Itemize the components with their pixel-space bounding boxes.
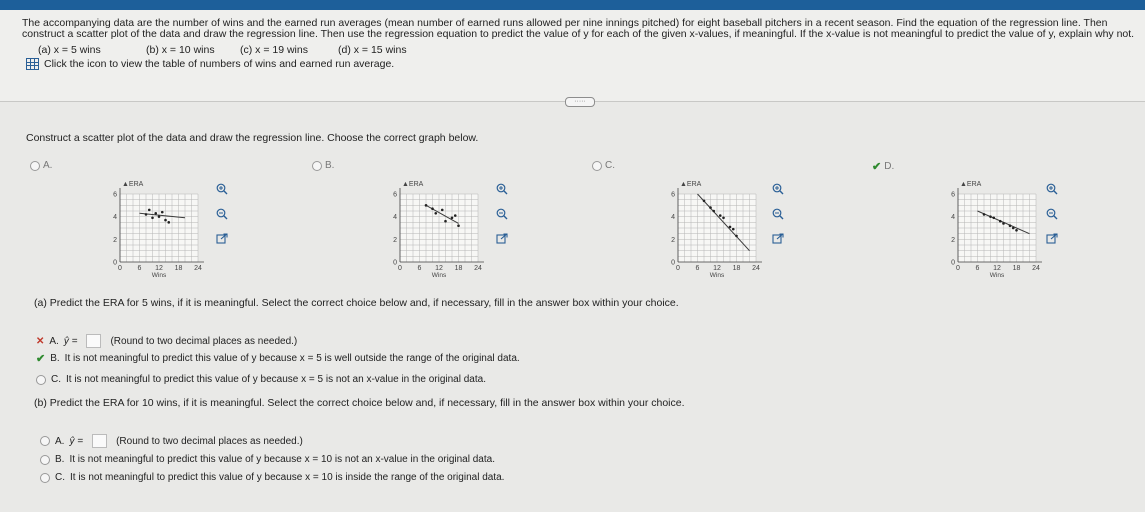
radio-a[interactable] [30, 161, 40, 171]
part-d-label: (d) x = 15 wins [338, 44, 407, 56]
data-point [454, 214, 457, 217]
x-tick-label: 24 [194, 265, 202, 272]
y-axis-label: ▲ERA [960, 181, 982, 188]
data-point [425, 204, 428, 207]
answer-box-a[interactable] [86, 334, 101, 348]
table-icon[interactable] [26, 58, 39, 70]
data-point [148, 209, 151, 212]
radio-part-a-c[interactable] [36, 375, 46, 385]
graph-option-d[interactable]: ✔ D. [872, 161, 895, 173]
part-b-choice-a[interactable]: A. ŷ = (Round to two decimal places as needed.) [40, 434, 303, 448]
popout-icon[interactable] [772, 232, 784, 244]
x-tick-label: 12 [155, 265, 163, 272]
radio-part-b-c[interactable] [40, 473, 50, 483]
y-tick-label: 6 [393, 191, 397, 199]
y-tick-label: 4 [113, 214, 117, 222]
data-point [167, 221, 170, 224]
graph-c[interactable] [666, 178, 816, 278]
y-tick-label: 6 [671, 191, 675, 199]
scatter-plot [946, 178, 1096, 278]
radio-part-b-b[interactable] [40, 455, 50, 465]
data-point [434, 212, 437, 215]
x-tick-label: 24 [474, 265, 482, 272]
data-point [154, 212, 157, 215]
graph-option-a[interactable]: A. [30, 160, 52, 171]
data-point [703, 200, 706, 203]
part-b-prompt: (b) Predict the ERA for 10 wins, if it is meaningful. Select the correct choice below and, if necessary, fill in the answer box within your choice. [34, 397, 685, 409]
y-tick-label: 4 [393, 214, 397, 222]
part-a-choice-a[interactable]: ✕ A. ŷ = (Round to two decimal places as needed.) [36, 335, 298, 347]
x-tick-label: 6 [695, 265, 700, 272]
correct-check-icon: ✔ [872, 161, 882, 173]
data-point [1002, 222, 1005, 225]
y-tick-label: 0 [113, 259, 117, 267]
zoom-in-icon[interactable] [496, 182, 508, 194]
x-tick-label: 0 [118, 265, 122, 272]
zoom-out-icon[interactable] [772, 207, 784, 219]
radio-c[interactable] [592, 161, 602, 171]
part-a-choice-c[interactable]: C. It is not meaningful to predict this value of y because x = 5 is not an x-value in the original data. [36, 374, 486, 385]
data-point [992, 217, 995, 220]
y-tick-label: 0 [671, 259, 675, 267]
radio-part-b-a[interactable] [40, 436, 50, 446]
x-tick-label: 0 [398, 265, 402, 272]
y-tick-label: 2 [113, 236, 117, 244]
expand-button[interactable]: ····· [565, 97, 595, 107]
radio-b[interactable] [312, 161, 322, 171]
data-point [161, 211, 164, 214]
data-point [983, 213, 986, 216]
part-a-label: (a) x = 5 wins [38, 44, 101, 56]
correct-star-icon: ✔ [36, 353, 46, 365]
graph-option-b[interactable]: B. [312, 160, 334, 171]
zoom-out-icon[interactable] [496, 207, 508, 219]
part-b-choice-b[interactable]: B. It is not meaningful to predict this value of y because x = 10 is not an x-value in the original data. [40, 454, 495, 465]
top-bar [0, 0, 1145, 10]
data-point [457, 224, 460, 227]
x-tick-label: 0 [676, 265, 680, 272]
x-tick-label: 12 [993, 265, 1001, 272]
part-b-choice-c[interactable]: C. It is not meaningful to predict this value of y because x = 10 is inside the range of the original data. [40, 472, 504, 483]
y-tick-label: 4 [951, 214, 955, 222]
data-point [151, 217, 154, 220]
zoom-in-icon[interactable] [1046, 182, 1058, 194]
y-tick-label: 2 [671, 236, 675, 244]
x-tick-label: 0 [956, 265, 960, 272]
data-point [722, 217, 725, 220]
x-axis-label: Wins [151, 272, 167, 278]
data-point [989, 215, 992, 218]
y-axis-label: ▲ERA [122, 181, 144, 188]
graph-a[interactable] [108, 178, 258, 278]
answer-box-b[interactable] [92, 434, 107, 448]
table-link-text: Click the icon to view the table of numbers of wins and earned run average. [44, 58, 395, 70]
x-axis-label: Wins [431, 272, 447, 278]
data-point [735, 235, 738, 238]
data-point [732, 228, 735, 231]
x-tick-label: 18 [732, 265, 741, 272]
y-tick-label: 2 [951, 236, 955, 244]
x-tick-label: 24 [1032, 265, 1040, 272]
popout-icon[interactable] [216, 232, 228, 244]
graph-b[interactable] [388, 178, 538, 278]
graph-d[interactable] [946, 178, 1096, 278]
incorrect-x-icon: ✕ [36, 335, 45, 347]
x-tick-label: 6 [137, 265, 142, 272]
x-axis-label: Wins [709, 272, 725, 278]
popout-icon[interactable] [496, 232, 508, 244]
x-axis-label: Wins [989, 272, 1005, 278]
part-a-prompt: (a) Predict the ERA for 5 wins, if it is meaningful. Select the correct choice below and, if necessary, fill in the answer box within your choice. [34, 297, 679, 309]
y-tick-label: 0 [951, 259, 955, 267]
part-b-label: (b) x = 10 wins [146, 44, 215, 56]
x-tick-label: 24 [752, 265, 760, 272]
data-point [1012, 227, 1015, 230]
part-a-choice-b[interactable]: ✔ B. It is not meaningful to predict this value of y because x = 5 is well outside the range of the original data. [36, 353, 520, 365]
y-tick-label: 0 [393, 259, 397, 267]
data-point [719, 214, 722, 217]
popout-icon[interactable] [1046, 232, 1058, 244]
part-c-label: (c) x = 19 wins [240, 44, 308, 56]
zoom-out-icon[interactable] [216, 207, 228, 219]
data-point [999, 220, 1002, 223]
y-tick-label: 4 [671, 214, 675, 222]
x-tick-label: 12 [435, 265, 443, 272]
x-tick-label: 18 [174, 265, 183, 272]
zoom-in-icon[interactable] [216, 182, 228, 194]
question-text: The accompanying data are the number of wins and the earned run averages (mean number of earned runs allowed per nine innings pitched) for eight baseball pitchers in a recent season. Find the equation of the regression line. Then construct a scatter plot of the data and draw the regression line. Then use the regression equation to predict the value of y for each of the given x-values, if meaningful. If the x-value is not meaningful to predict the value of y, explain why not. [22, 17, 1135, 40]
scatter-plot [108, 178, 258, 278]
data-point [145, 213, 148, 216]
construct-prompt: Construct a scatter plot of the data and draw the regression line. Choose the correct graph below. [26, 132, 479, 144]
y-tick-label: 2 [393, 236, 397, 244]
x-tick-label: 6 [975, 265, 980, 272]
data-point [709, 206, 712, 209]
data-point [431, 207, 434, 210]
zoom-out-icon[interactable] [1046, 207, 1058, 219]
data-point [444, 220, 447, 223]
y-axis-label: ▲ERA [680, 181, 702, 188]
scatter-plot [388, 178, 538, 278]
y-tick-label: 6 [113, 191, 117, 199]
data-point [164, 219, 167, 222]
data-point [712, 210, 715, 213]
y-tick-label: 6 [951, 191, 955, 199]
data-point [451, 217, 454, 220]
zoom-in-icon[interactable] [772, 182, 784, 194]
scatter-plot [666, 178, 816, 278]
x-tick-label: 18 [454, 265, 463, 272]
data-point [1009, 224, 1012, 227]
graph-option-c[interactable]: C. [592, 160, 615, 171]
data-point [441, 209, 444, 212]
x-tick-label: 6 [417, 265, 422, 272]
x-tick-label: 12 [713, 265, 721, 272]
y-axis-label: ▲ERA [402, 181, 424, 188]
data-point [729, 226, 732, 229]
data-table-link[interactable] [26, 58, 394, 70]
data-point [158, 215, 161, 218]
data-point [1015, 229, 1018, 232]
x-tick-label: 18 [1012, 265, 1021, 272]
